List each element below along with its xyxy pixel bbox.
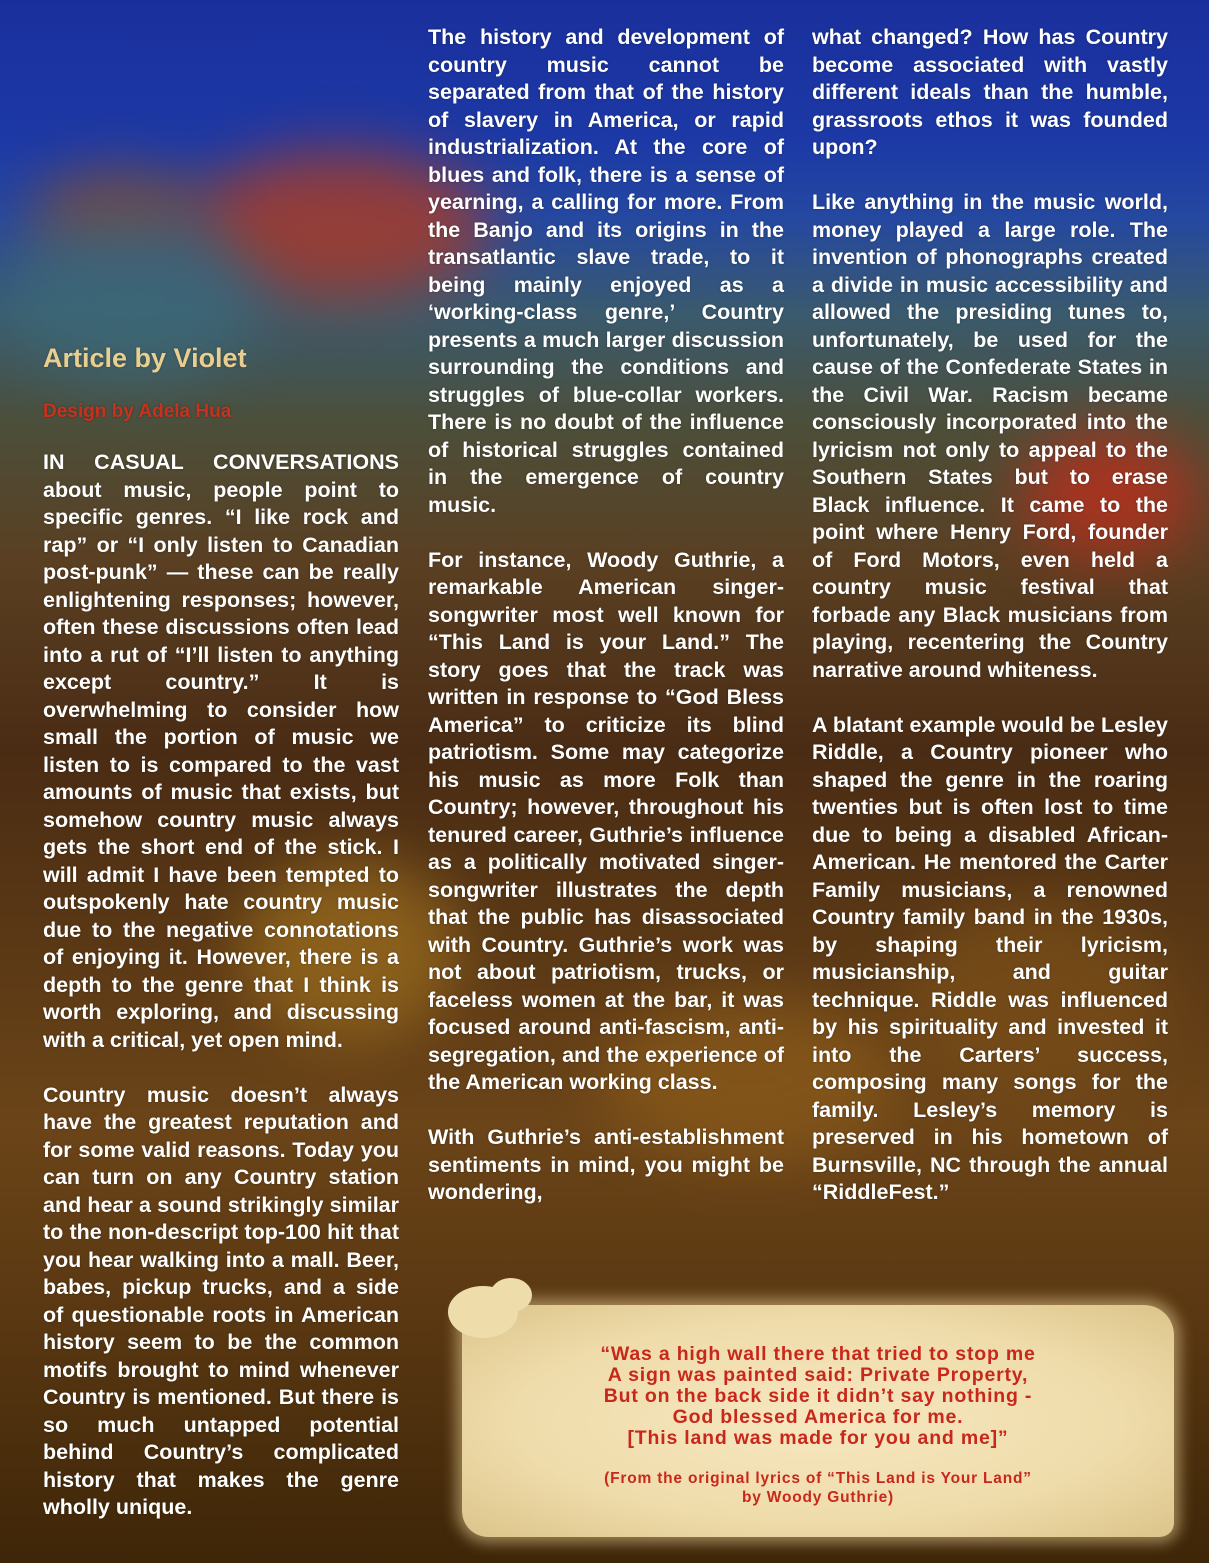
paragraph: For instance, Woody Guthrie, a remarkable American singer-songwriter most well known for “This Land is your Land.” The story goes that the track was written in response to “God Bless America” to criticize its blind patriotism. Some may categorize his music as more Folk than Country; however, throughout his tenured career, Guthrie’s influence as a politically motivated singer-songwriter illustrates the depth that the public has disassociated with Country. Guthrie’s work was not about patriotism, trucks, or faceless women at the bar, it was focused around anti-fascism, anti-segregation, and the experience of the American working class. <box>428 547 784 1094</box>
quote-source-line: (From the original lyrics of “This Land is Your Land” <box>604 1470 1032 1487</box>
article-column-3 <box>812 24 1168 1234</box>
paragraph: The history and development of country music cannot be separated from that of the history of slavery in America, or rapid industrialization. At the core of blues and folk, there is a sense of yearning, a calling for more. From the Banjo and its origins in the transatlantic slave trade, to it being mainly enjoyed as a ‘working-class genre,’ Country presents a much larger discussion surrounding the conditions and struggles of blue-collar workers. There is no doubt of the influence of historical struggles contained in the emergence of country music. <box>428 25 784 517</box>
quote-source <box>462 1469 1174 1507</box>
paragraph: A blatant example would be Lesley Riddle, a Country pioneer who shaped the genre in the roaring twenties but is often lost to time due to being a disabled African-American. He mentored the Carter Family musicians, a renowned Country family band in the 1930s, by shaping their lyricism, musicianship, and guitar technique. Riddle was influenced by his spirituality and invested it into the Carters’ success, composing many songs for the family. Lesley’s memory is preserved in his hometown of Burnsville, NC through the annual “RiddleFest.” <box>812 712 1168 1204</box>
paragraph: what changed? How has Country become associated with vastly different ideals than the humble, grassroots ethos it was founded upon? <box>812 25 1168 159</box>
quote-line: [This land was made for you and me]” <box>627 1427 1009 1449</box>
quote-line: But on the back side it didn’t say nothing - <box>603 1385 1033 1407</box>
article-column-2 <box>428 24 784 1234</box>
quote-source-line: by Woody Guthrie) <box>742 1489 894 1506</box>
paragraph: IN CASUAL CONVERSATIONS about music, people point to specific genres. “I like rock and rap” or “I only listen to Canadian post-punk” — these can be really enlightening responses; however, often these discussions often lead into a rut of “I’ll listen to anything except country.” It is overwhelming to consider how small the portion of music we listen to is compared to the vast amounts of music that exists, but somehow country music always gets the short end of the stick. I will admit I have been tempted to outspokenly hate country music due to the negative connotations of enjoying it. However, there is a depth to the genre that I think is worth exploring, and discussing with a critical, yet open mind. <box>43 450 399 1052</box>
article-column-1 <box>43 343 399 1549</box>
paragraph: With Guthrie’s anti-establishment sentiments in mind, you might be wondering, <box>428 1125 784 1204</box>
quote-line: God blessed America for me. <box>672 1406 964 1428</box>
quote-line: “Was a high wall there that tried to stop me <box>600 1343 1036 1365</box>
paragraph: Like anything in the music world, money played a large role. The invention of phonographs created a divide in music accessibility and allowed the presiding tunes to, unfortunately, be used for the cause of the Confederate States in the Civil War. Racism became consciously incorporated into the lyricism not only to appeal to the Southern States but to erase Black influence. It came to the point where Henry Ford, founder of Ford Motors, even held a country music festival that forbade any Black musicians from playing, recentering the Country narrative around whiteness. <box>812 190 1168 682</box>
author-byline: Article by Violet <box>43 343 247 373</box>
parchment-curl <box>490 1278 532 1312</box>
quote-line: A sign was painted said: Private Property, <box>607 1364 1029 1386</box>
lyrics-quote <box>462 1344 1174 1449</box>
designer-credit: Design by Adela Hua <box>43 400 232 422</box>
paragraph: Country music doesn’t always have the greatest reputation and for some valid reasons. Today you can turn on any Country station and hear a sound strikingly similar to the non-descript top-100 hit that you hear walking into a mall. Beer, babes, pickup trucks, and a side of questionable roots in American history seem to be the common motifs brought to mind whenever Country is mentioned. But there is so much untapped potential behind Country’s complicated history that makes the genre wholly unique. <box>43 1082 399 1519</box>
